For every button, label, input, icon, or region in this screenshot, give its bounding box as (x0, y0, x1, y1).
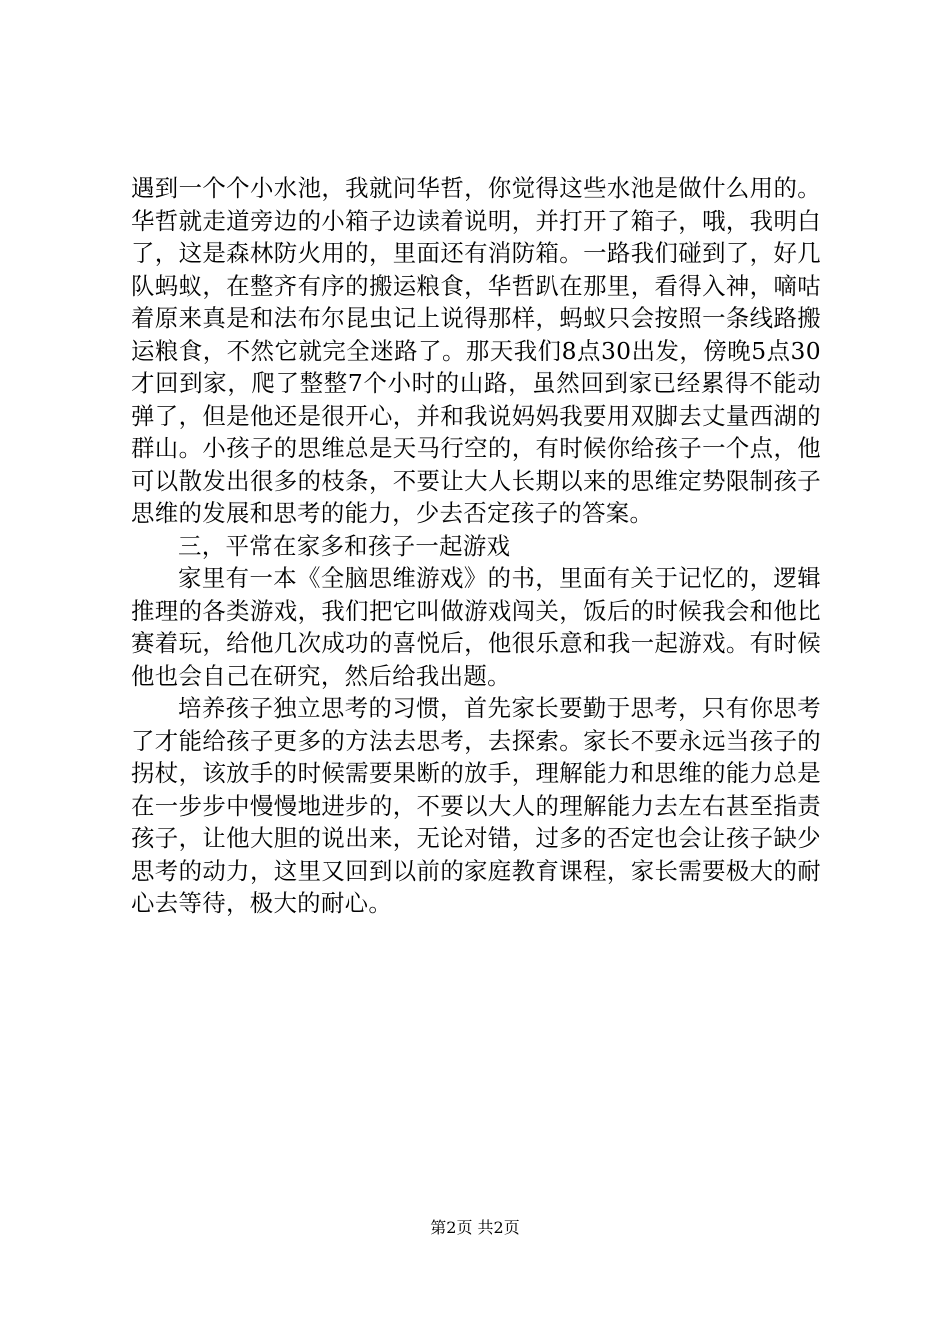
section-heading: 三，平常在家多和孩子一起游戏 (178, 531, 511, 560)
page-number: 第2页 共2页 (430, 1218, 520, 1237)
paragraph: 家里有一本《全脑思维游戏》的书，里面有关于记忆的，逻辑推理的各类游戏，我们把它叫做游戏闯关，饭后的时候我会和他比赛着玩，给他几次成功的喜悦后，他很乐意和我一起游戏。有时候他也会自己在研究，然后给我出题。 (131, 564, 821, 690)
page-footer (0, 1218, 950, 1238)
document-body (131, 172, 821, 920)
paragraph-conclusion: 培养孩子独立思考的习惯，首先家长要勤于思考，只有你思考了才能给孩子更多的方法去思考，去探索。家长不要永远当孩子的拐杖，该放手的时候需要果断的放手，理解能力和思维的能力总是在一步步中慢慢地进步的，不要以大人的理解能力去左右甚至指责孩子，让他大胆的说出来，无论对错，过多的否定也会让孩子缺少思考的动力，这里又回到以前的家庭教育课程，家长需要极大的耐心去等待，极大的耐心。 (131, 694, 821, 917)
paragraph-continued: 遇到一个个小水池，我就问华哲，你觉得这些水池是做什么用的。华哲就走道旁边的小箱子边读着说明，并打开了箱子，哦，我明白了，这是森林防火用的，里面还有消防箱。一路我们碰到了，好几队蚂蚁，在整齐有序的搬运粮食，华哲趴在那里，看得入神，嘀咕着原来真是和法布尔昆虫记上说得那样，蚂蚁只会按照一条线路搬运粮食，不然它就完全迷路了。那天我们8点30出发，傍晚5点30才回到家，爬了整整7个小时的山路，虽然回到家已经累得不能动弹了，但是他还是很开心，并和我说妈妈我要用双脚去丈量西湖的群山。小孩子的思维总是天马行空的，有时候你给孩子一个点，他可以散发出很多的枝条，不要让大人长期以来的思维定势限制孩子思维的发展和思考的能力，少去否定孩子的答案。 (131, 174, 821, 527)
